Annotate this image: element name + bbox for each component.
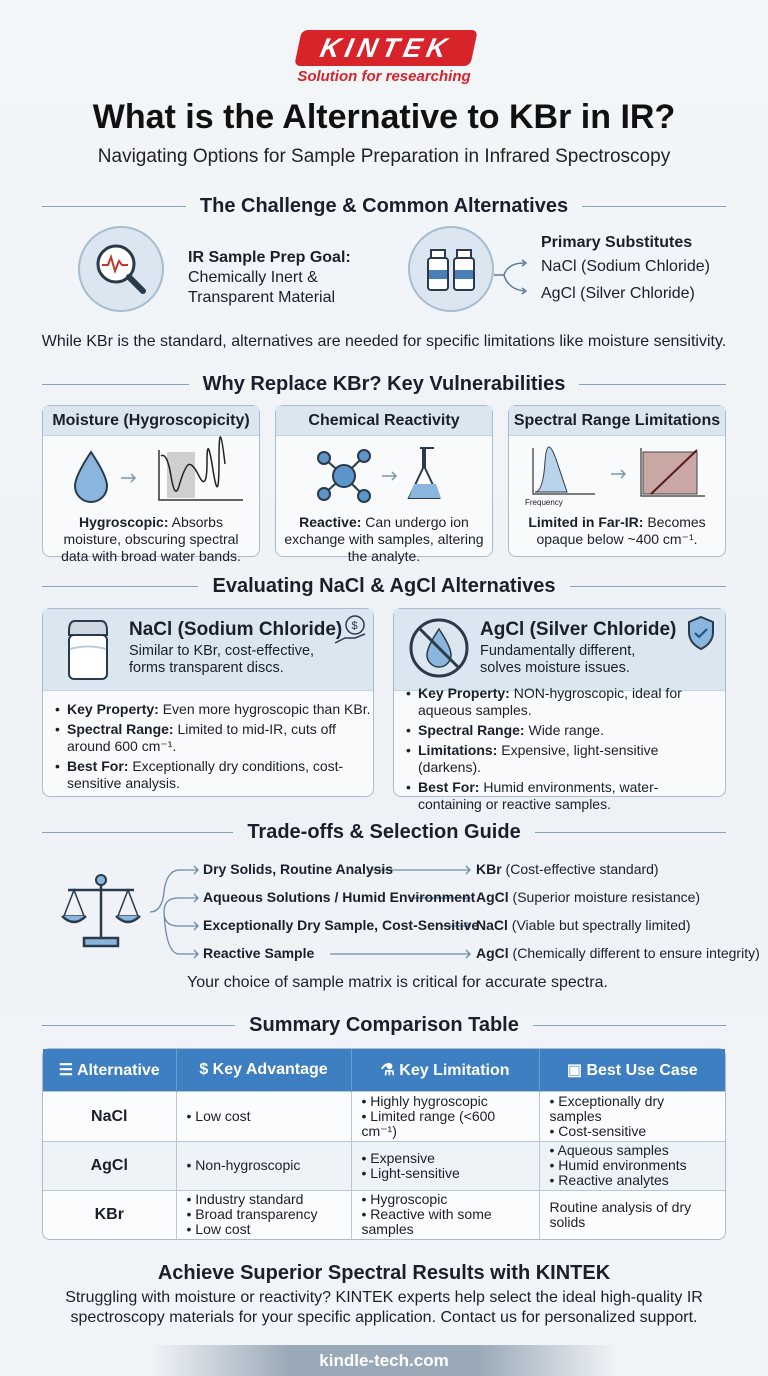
axis-label: Frequency (525, 498, 563, 507)
svg-text:$: $ (351, 620, 358, 632)
recommendation-reason: (Viable but spectrally limited) (507, 917, 691, 933)
page-subtitle: Navigating Options for Sample Preparation in Infrared Spectroscopy (97, 146, 671, 167)
cell-item: • Highly hygroscopic (361, 1092, 488, 1109)
recommendation (476, 917, 691, 933)
heading-text: Trade-offs & Selection Guide (247, 821, 521, 843)
property-key: Spectral Range: (67, 721, 174, 737)
column-header-advantage (176, 1049, 351, 1092)
property-key: Limitations: (418, 742, 498, 758)
card-title: NaCl (Sodium Chloride) (129, 619, 343, 640)
property-key: Key Property: (67, 701, 159, 717)
card-text (282, 514, 486, 565)
section-tradeoffs-heading (42, 821, 726, 844)
property-item (55, 721, 371, 755)
cell-item: • Aqueous samples (549, 1142, 669, 1159)
branch-arrows-icon (492, 250, 540, 300)
no-water-icon (406, 615, 472, 681)
recommendation-reason: (Chemically different to ensure integrity) (508, 945, 760, 961)
property-value: Limited to mid-IR, cuts off around 600 cm⁻¹. (67, 721, 336, 754)
heading-text: The Challenge & Common Alternatives (199, 195, 569, 217)
recommended-material: AgCl (476, 945, 509, 961)
balance-scale-icon (58, 870, 144, 950)
condition-label: Dry Solids, Routine Analysis (203, 861, 394, 877)
water-drop-spectrum-icon (71, 444, 251, 506)
cell-alternative: KBr (43, 1190, 176, 1239)
recommendation (476, 889, 700, 905)
cell-item: • Hygroscopic (361, 1191, 448, 1208)
cell-alternative: NaCl (43, 1092, 176, 1141)
bottles-icon (408, 226, 494, 312)
cell-item: • Non-hygroscopic (186, 1157, 301, 1174)
column-header-use-case (539, 1049, 725, 1092)
card-text (49, 514, 253, 565)
table-row (43, 1092, 725, 1141)
property-value: Humid environments, water-containing or reactive samples. (418, 779, 659, 812)
column-header-alternative (43, 1049, 176, 1092)
cta-text: spectroscopy materials for your specific application. Contact us for personalized support. (70, 1309, 698, 1326)
money-hand-icon: $ (199, 1061, 213, 1079)
card-agcl (393, 608, 726, 812)
cell-item: • Exceptionally dry samples (549, 1092, 665, 1124)
logo-tagline: Solution for researching (297, 68, 471, 85)
cell-item: • Limited range (<600 cm⁻¹) (361, 1107, 496, 1139)
condition-label: Aqueous Solutions / Humid Environment (203, 889, 476, 905)
card-bold: Reactive: (299, 514, 362, 530)
header-text: Best Use Case (586, 1062, 698, 1080)
heading-text: Evaluating NaCl & AgCl Alternatives (212, 575, 556, 597)
recommended-material: AgCl (476, 889, 509, 905)
recommendation (476, 861, 659, 877)
recommended-material: KBr (476, 861, 502, 877)
cell-lim (351, 1141, 539, 1190)
property-item (406, 779, 722, 813)
comparison-table (42, 1048, 726, 1240)
property-item (406, 722, 722, 739)
money-hand-icon (333, 613, 371, 653)
heading-text: Why Replace KBr? Key Vulnerabilities (202, 373, 566, 395)
recommendation-reason: (Cost-effective standard) (501, 861, 659, 877)
section-evaluating-heading (42, 575, 726, 598)
magnifier-spectrum-icon (78, 226, 164, 312)
cell-item: • Expensive (361, 1149, 435, 1166)
substitute-agcl: AgCl (Silver Chloride) (541, 285, 695, 302)
property-value: Expensive, light-sensitive (darkens). (418, 742, 659, 775)
card-body: Absorbs moisture, obscuring spectral data with broad water bands. (61, 514, 241, 564)
briefcase-icon: ▣ (566, 1062, 587, 1080)
shield-check-icon (686, 615, 716, 651)
cell-lim (351, 1190, 539, 1239)
column-header-limitation (351, 1049, 539, 1092)
card-title: Chemical Reactivity (276, 406, 492, 436)
card-title: AgCl (Silver Chloride) (480, 619, 677, 640)
cell-item: • Light-sensitive (361, 1164, 460, 1181)
cell-item: • Cost-sensitive (549, 1122, 647, 1139)
card-spectral-range (508, 405, 726, 557)
cell-use (539, 1092, 725, 1141)
cell-alternative: AgCl (43, 1141, 176, 1190)
card-moisture (42, 405, 260, 564)
table-row (43, 1190, 725, 1239)
section-vulnerabilities-heading (42, 373, 726, 396)
cell-use (539, 1141, 725, 1190)
frequency-opacity-chart-icon (519, 444, 719, 506)
card-body: Can undergo ion exchange with samples, altering the analyte. (284, 514, 484, 564)
goal-text: Chemically Inert & (188, 269, 318, 286)
kintek-logo (294, 30, 478, 66)
property-value: NON-hygroscopic, ideal for aqueous samples. (418, 685, 682, 718)
property-key: Key Property: (418, 685, 510, 701)
goal-text: Transparent Material (188, 289, 336, 306)
property-item (406, 685, 722, 719)
property-value: Even more hygroscopic than KBr. (158, 701, 371, 717)
cell-text: Routine analysis of dry solids (549, 1198, 692, 1230)
substitute-nacl: NaCl (Sodium Chloride) (541, 258, 710, 275)
header-text: Key Advantage (212, 1061, 328, 1079)
property-key: Best For: (418, 779, 480, 795)
cell-adv (176, 1141, 351, 1190)
card-body: Becomes opaque below ~400 cm⁻¹. (536, 514, 706, 547)
cell-adv (176, 1092, 351, 1141)
condition-label: Reactive Sample (203, 945, 315, 961)
recommended-material: NaCl (476, 917, 508, 933)
card-bold: Limited in Far-IR: (528, 514, 644, 530)
cell-use (539, 1190, 725, 1239)
section-challenge-heading (42, 195, 726, 218)
section-table-heading (42, 1014, 726, 1037)
heading-text: Summary Comparison Table (249, 1014, 519, 1036)
cell-item: • Industry standard (186, 1191, 304, 1208)
card-reactivity (275, 405, 493, 564)
property-item (55, 758, 371, 792)
list-icon: ☰ (58, 1062, 77, 1080)
cell-item: • Low cost (186, 1107, 251, 1124)
cell-item: • Reactive analytes (549, 1172, 669, 1189)
cell-item: • Humid environments (549, 1157, 687, 1174)
page-title: What is the Alternative to KBr in IR? (92, 98, 676, 136)
table-row (43, 1141, 725, 1190)
logo-text: KINTEK (317, 33, 455, 63)
cta-title: Achieve Superior Spectral Results with KINTEK (157, 1262, 611, 1284)
substitutes-title: Primary Substitutes (541, 234, 693, 251)
goal-title: IR Sample Prep Goal: (188, 249, 351, 266)
goal-block (188, 248, 351, 308)
recommendation-reason: (Superior moisture resistance) (508, 889, 701, 905)
cell-lim (351, 1092, 539, 1141)
header-text: Alternative (77, 1062, 160, 1080)
recommendation (476, 945, 760, 961)
footer-url-link[interactable]: kindle-tech.com (150, 1345, 618, 1376)
agcl-properties (406, 685, 722, 816)
challenge-note: While KBr is the standard, alternatives are needed for specific limitations like moisture sensitivity. (41, 333, 727, 350)
tradeoffs-note: Your choice of sample matrix is critical for accurate spectra. (187, 974, 608, 991)
condition-label: Exceptionally Dry Sample, Cost-Sensitive (203, 917, 480, 933)
card-desc: Fundamentally different, solves moisture issues. (480, 643, 636, 676)
cell-adv (176, 1190, 351, 1239)
cell-item: • Low cost (186, 1221, 251, 1238)
flask-off-icon: ⚗ (380, 1062, 400, 1080)
nacl-properties (55, 701, 371, 795)
card-title: Moisture (Hygroscopicity) (43, 406, 259, 436)
card-desc: Similar to KBr, cost-effective, forms transparent discs. (129, 643, 315, 676)
header-text: Key Limitation (399, 1062, 510, 1080)
card-bold: Hygroscopic: (79, 514, 169, 530)
molecule-flask-icon (312, 442, 462, 508)
salt-shaker-icon (63, 617, 113, 683)
property-key: Spectral Range: (418, 722, 525, 738)
property-value: Exceptionally dry conditions, cost-sensitive analysis. (67, 758, 344, 791)
property-item (406, 742, 722, 776)
card-title: Spectral Range Limitations (509, 406, 725, 436)
property-key: Best For: (67, 758, 129, 774)
cell-item: • Reactive with some samples (361, 1206, 492, 1238)
property-value: Wide range. (524, 722, 604, 738)
cta-text: Struggling with moisture or reactivity? KINTEK experts help select the ideal high-quality IR (65, 1289, 703, 1306)
cell-item: • Broad transparency (186, 1206, 318, 1223)
card-nacl (42, 608, 374, 797)
card-text (515, 514, 719, 548)
property-item (55, 701, 371, 718)
